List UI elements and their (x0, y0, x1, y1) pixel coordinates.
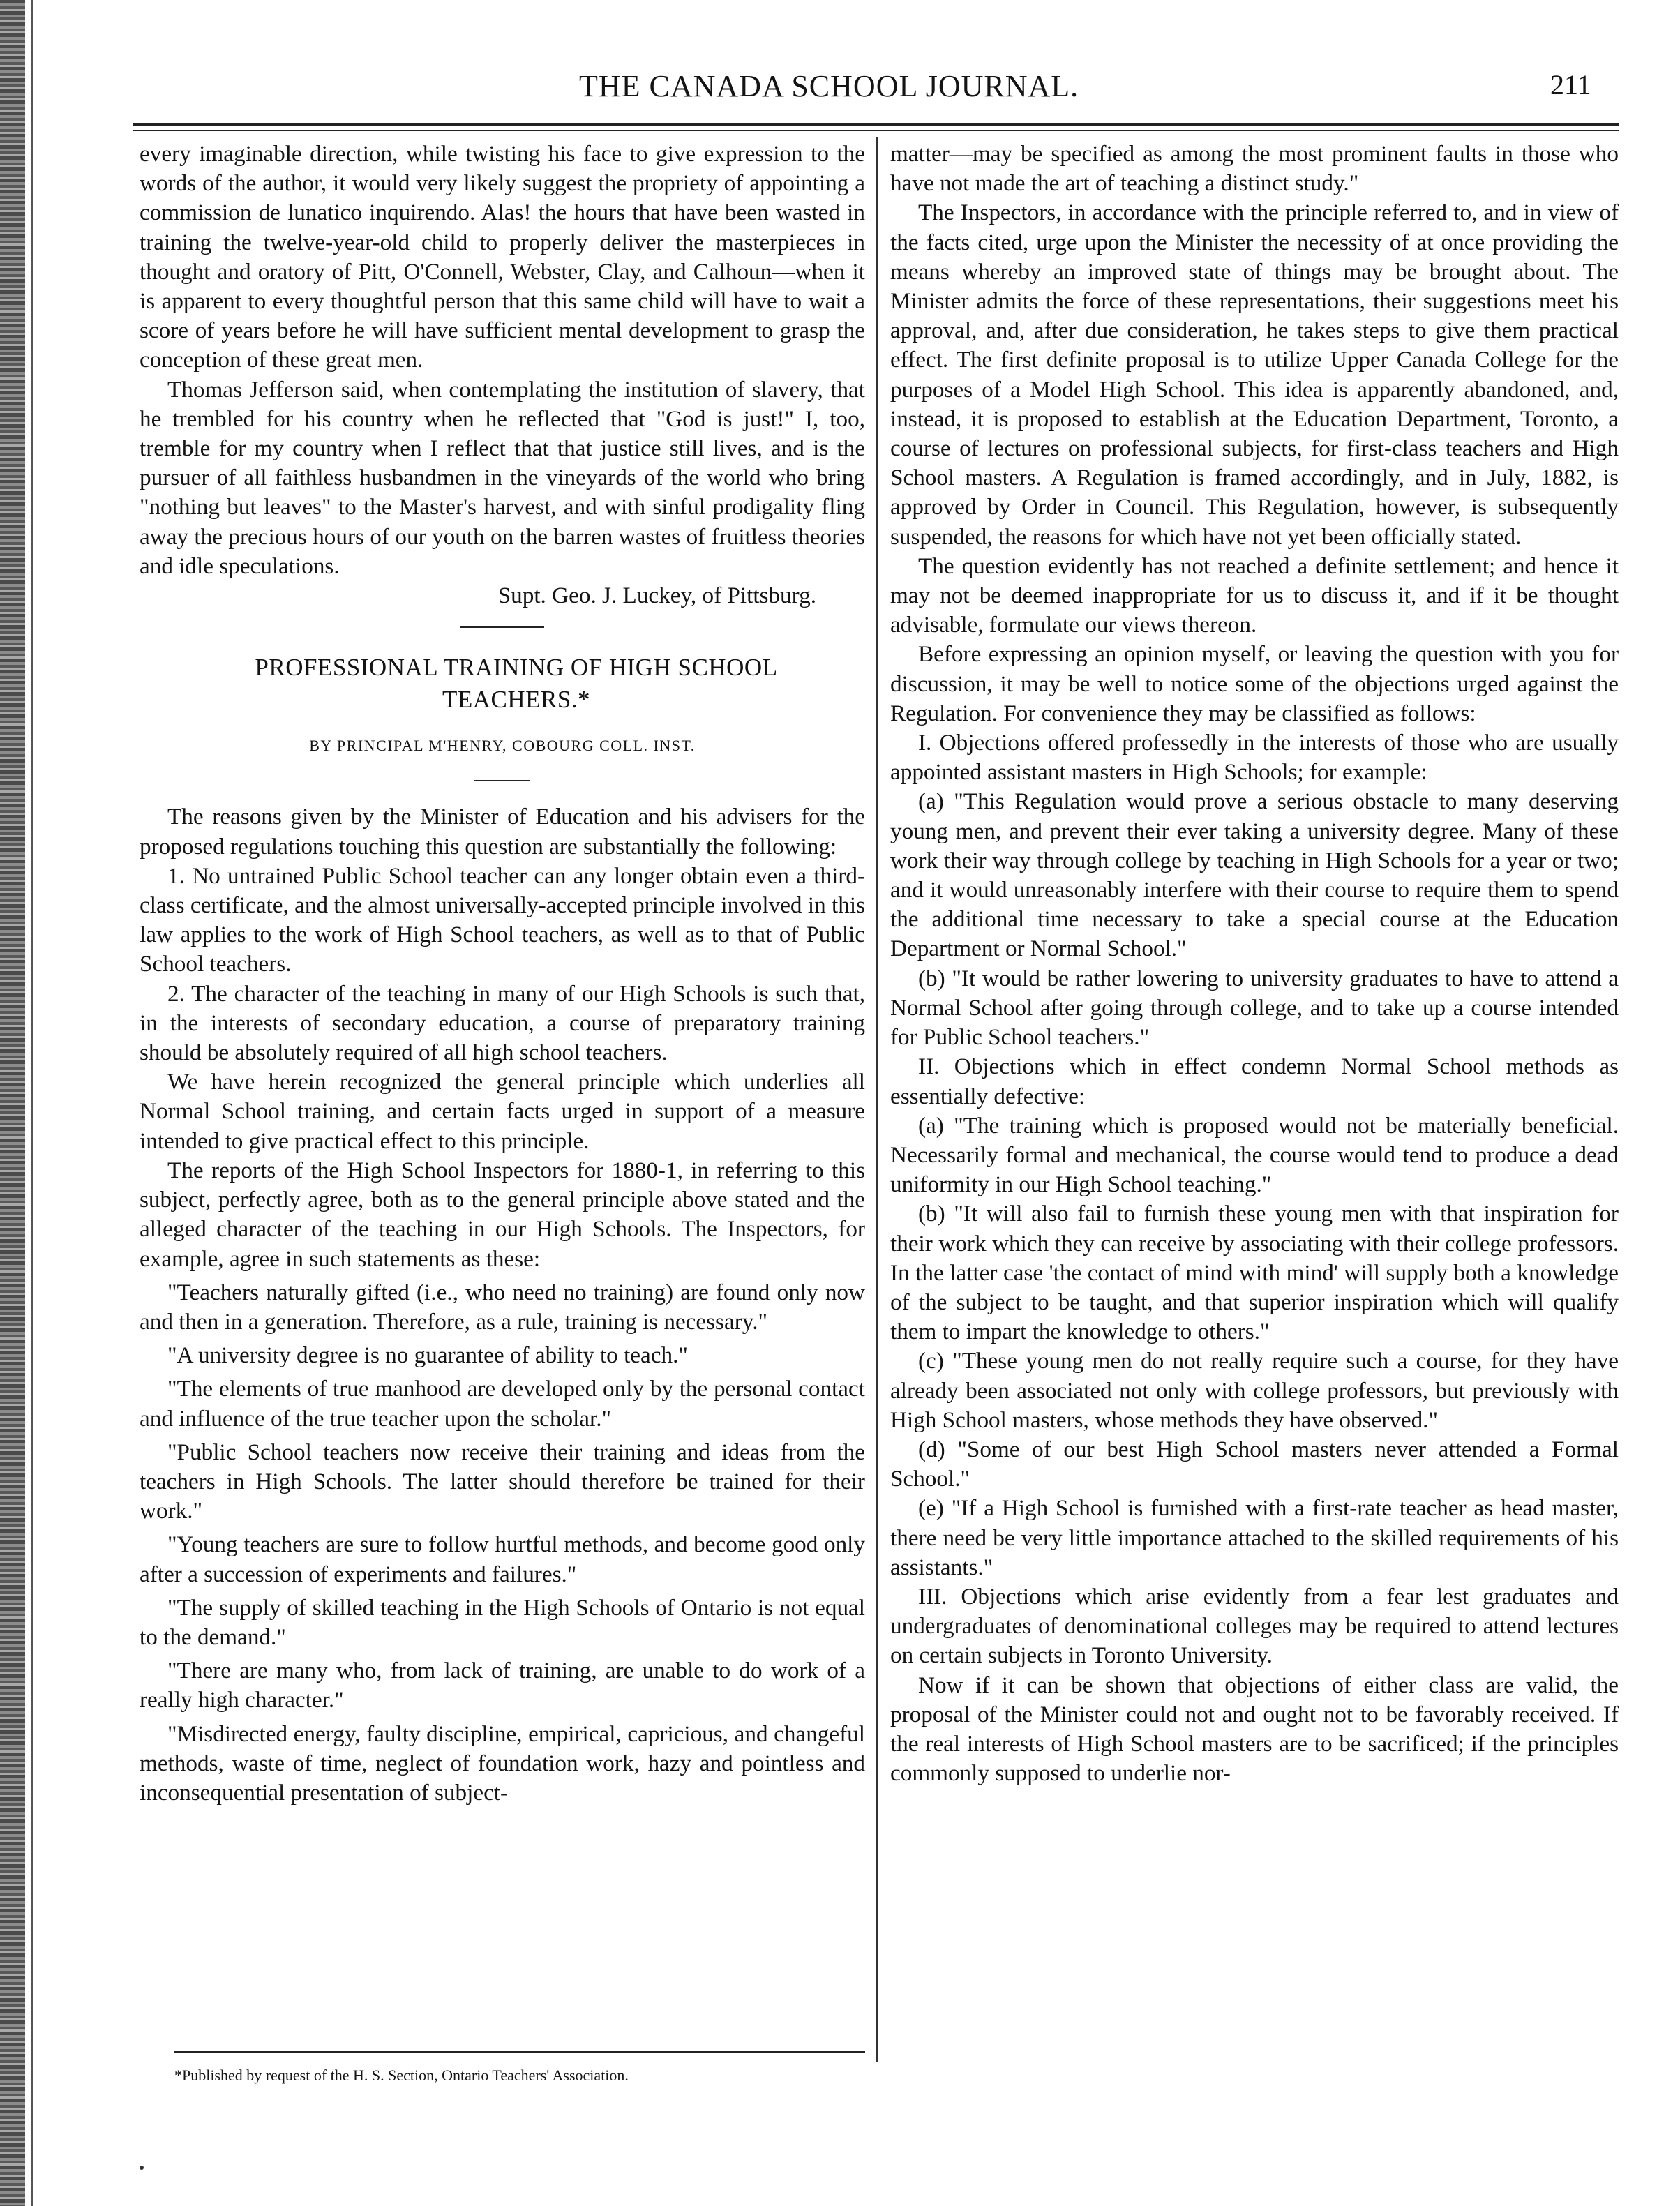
right-column (890, 140, 1619, 1788)
quote-paragraph: "A university degree is no guarantee of ability to teach." (167, 1342, 688, 1369)
footnote-rule (174, 2051, 865, 2053)
byline: BY PRINCIPAL M'HENRY, COBOURG COLL. INST. (309, 737, 696, 755)
page-number: 211 (1550, 69, 1591, 100)
paragraph: The question evidently has not reached a definite settlement; and hence it may not be deemed inappropriate for us to discuss it, and if it be thought advisable, formulate our views thereon. (890, 553, 1619, 638)
paragraph: (c) "These young men do not really require such a course, for they have already been associated not only with college professors, but previously with High School masters, whose methods they have observed." (890, 1348, 1619, 1433)
paragraph: (b) "It will also fail to furnish these young men with that inspiration for their work which they can receive by associating with their college professors. In the latter case 'the contact of mind with mind' will supply both a knowledge of the subject to be taught, and that superior inspiration which will qualify them to impart the knowledge to others." (890, 1201, 1619, 1345)
paragraph: (e) "If a High School is furnished with a first-rate teacher as head master, there need be very little importance attached to the skilled requirements of his assistants." (890, 1495, 1619, 1580)
paragraph: (b) "It would be rather lowering to university graduates to have to attend a Normal School after going through college, and to take up a course intended for Public School teachers." (890, 965, 1619, 1051)
paragraph: The reasons given by the Minister of Education and his advisers for the proposed regulations touching this question are substantially the following: (140, 804, 865, 860)
paragraph: (d) "Some of our best High School masters never attended a Formal School." (890, 1436, 1619, 1492)
section-title: PROFESSIONAL TRAINING OF HIGH SCHOOL (255, 654, 778, 682)
paragraph: 2. The character of the teaching in many of our High Schools is such that, in the interests of secondary education, a course of preparatory training should be absolutely required of all high school teachers. (140, 980, 865, 1066)
quote-paragraph: "Public School teachers now receive their training and ideas from the teachers in High Schools. The latter should therefore be trained for their work." (140, 1439, 865, 1524)
paragraph: (a) "The training which is proposed would not be materially beneficial. Necessarily formal and mechanical, the course would tend to produce a dead uniformity in our High School teaching." (890, 1112, 1619, 1198)
paragraph: II. Objections which in effect condemn Normal School methods as essentially defective: (890, 1053, 1619, 1109)
paragraph: The Inspectors, in accordance with the principle referred to, and in view of the facts cited, urge upon the Minister the necessity of at once providing the means whereby an improved state of things may be brought about. The Minister admits the force of these representations, their suggestions meet his approval, and, after due consideration, he takes steps to give them practical effect. The first definite proposal is to utilize Upper Canada College for the purposes of a Model High School. This idea is apparently abandoned, and, instead, it is proposed to establish at the Education Department, Toronto, a course of lectures on professional subjects, for first-class teachers and High School masters. A Regulation is framed accordingly, and in July, 1882, is approved by Order in Council. This Regulation, however, is subsequently suspended, the reasons for which have not yet been officially stated. (890, 200, 1619, 550)
quote-paragraph: "Young teachers are sure to follow hurtful methods, and become good only after a succession of experiments and failures." (140, 1531, 865, 1587)
header-rule (133, 123, 1619, 126)
paragraph: 1. No untrained Public School teacher can any longer obtain even a third-class certificate, and the almost universally-accepted principle involved in this law applies to the work of High School teachers, as well as to that of Public School teachers. (140, 862, 865, 977)
section-divider (460, 626, 544, 628)
paragraph: Before expressing an opinion myself, or leaving the question with you for discussion, it may be well to notice some of the objections urged against the Regulation. For convenience they may be classified as follows: (890, 641, 1619, 726)
paragraph: matter—may be specified as among the most prominent faults in those who have not made the art of teaching a distinct study." (890, 141, 1619, 197)
quote-paragraph: "There are many who, from lack of training, are unable to do work of a really high character." (140, 1658, 865, 1713)
quote-paragraph: "The supply of skilled teaching in the High Schools of Ontario is not equal to the demand." (140, 1594, 865, 1650)
paragraph: The reports of the High School Inspectors for 1880-1, in referring to this subject, perfectly agree, both as to the general principle above stated and the alleged character of the teaching in our High Schools. The Inspectors, for example, agree in such statements as these: (140, 1157, 865, 1272)
print-speck (140, 2166, 144, 2170)
binding-line (31, 0, 33, 2206)
paragraph: I. Objections offered professedly in the interests of those who are usually appointed assistant masters in High Schools; for example: (890, 730, 1619, 786)
signature: Supt. Geo. J. Luckey, of Pittsburg. (497, 583, 816, 609)
paragraph: (a) "This Regulation would prove a serious obstacle to many deserving young men, and prevent their ever taking a university degree. Many of these work their way through college by teaching in High Schools for a year or two; and it would unreasonably interfere with their course to require them to spend the additional time necessary to take a special course at the Education Department or Normal School." (890, 788, 1619, 962)
paragraph: Thomas Jefferson said, when contemplating the institution of slavery, that he trembled for his country when he reflected that "God is just!" I, too, tremble for my country when I reflect that that justice still lives, and is the pursuer of all faithless husbandmen in the vineyards of the world who bring "nothing but leaves" to the Master's harvest, and with sinful prodigality fling away the precious hours of our youth on the barren wastes of fruitless theories and idle speculations. (140, 376, 865, 579)
quote-paragraph: "The elements of true manhood are developed only by the personal contact and influence of the true teacher upon the scholar." (140, 1376, 865, 1432)
quote-paragraph: "Misdirected energy, faulty discipline, empirical, capricious, and changeful methods, waste of time, neglect of foundation work, hazy and pointless and inconsequential presentation of subject- (140, 1720, 865, 1806)
quote-paragraph: "Teachers naturally gifted (i.e., who need no training) are found only now and then in a generation. Therefore, as a rule, training is necessary." (140, 1279, 865, 1335)
left-column (140, 140, 865, 1808)
paragraph: We have herein recognized the general principle which underlies all Normal School training, and certain facts urged in support of a measure intended to give practical effect to this principle. (140, 1069, 865, 1154)
column-divider (876, 137, 878, 2062)
byline-rule (474, 780, 530, 781)
paragraph: Now if it can be shown that objections of either class are valid, the proposal of the Minister could not and ought not to be favorably received. If the real interests of High School masters are to be sacrificed; if the principles commonly supposed to underlie nor- (890, 1672, 1619, 1787)
paragraph: III. Objections which arise evidently from a fear lest graduates and undergraduates of denominational colleges may be required to attend lectures on certain subjects in Toronto University. (890, 1583, 1619, 1669)
paragraph: every imaginable direction, while twisting his face to give expression to the words of the author, it would very likely suggest the propriety of appointing a commission de lunatico inquirendo. Alas! the hours that have been wasted in training the twelve-year-old child to properly deliver the masterpieces in thought and oratory of Pitt, O'Connell, Webster, Clay, and Calhoun—when it is apparent to every thoughtful person that this same child will have to wait a score of years before he will have sufficient mental development to grasp the conception of these great men. (140, 141, 865, 373)
footnote: *Published by request of the H. S. Section, Ontario Teachers' Association. (174, 2066, 629, 2084)
header-rule-thin (133, 130, 1619, 131)
journal-title: THE CANADA SCHOOL JOURNAL. (579, 69, 1079, 103)
page-binding-edge (0, 0, 25, 2206)
section-title-continued: TEACHERS.* (442, 686, 591, 714)
